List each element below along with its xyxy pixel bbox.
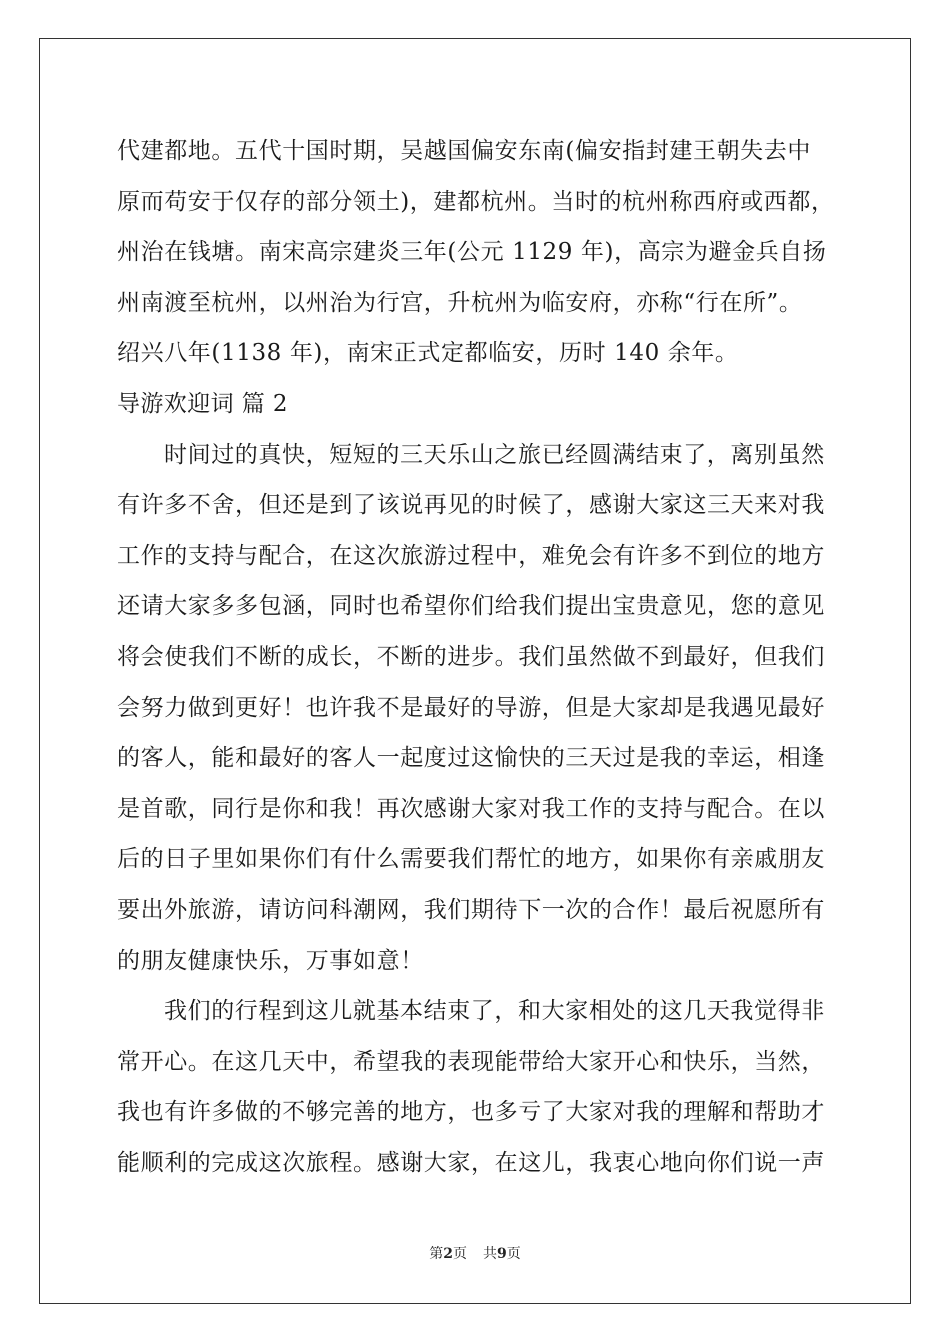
page-prefix: 第 — [429, 1246, 444, 1262]
text-line: 原而苟安于仅存的部分领土)，建都杭州。当时的杭州称西府或西都， — [117, 188, 835, 215]
text-line: 的客人，能和最好的客人一起度过这愉快的三天过是我的幸运，相逢 — [117, 745, 825, 772]
text-line: 能顺利的完成这次旅程。感谢大家，在这儿，我衷心地向你们说一声 — [117, 1149, 825, 1176]
text-line: 还请大家多多包涵，同时也希望你们给我们提出宝贵意见，您的意见 — [117, 593, 825, 620]
text-line: 是首歌，同行是你和我！再次感谢大家对我工作的支持与配合。在以 — [117, 795, 825, 822]
text-line: 代建都地。五代十国时期，吴越国偏安东南(偏安指封建王朝失去中 — [117, 138, 811, 164]
text-line: 绍兴八年(1138 年)，南宋正式定都临安，历时 140 余年。 — [117, 340, 739, 367]
section-heading: 导游欢迎词 篇 2 — [117, 390, 288, 417]
page-footer — [0, 1244, 950, 1264]
document-body — [117, 126, 837, 1188]
text-line: 我也有许多做的不够完善的地方，也多亏了大家对我的理解和帮助才 — [117, 1099, 825, 1126]
text-line: 的朋友健康快乐，万事如意！ — [117, 947, 424, 974]
total-pages: 9 — [497, 1246, 507, 1262]
page-suffix: 页 — [453, 1246, 467, 1262]
paragraph-first-line: 时间过的真快，短短的三天乐山之旅已经圆满结束了，离别虽然 — [164, 441, 825, 468]
text-line: 州治在钱塘。南宋高宗建炎三年(公元 1129 年)，高宗为避金兵自扬 — [117, 239, 827, 266]
text-line: 工作的支持与配合，在这次旅游过程中，难免会有许多不到位的地方 — [117, 542, 825, 569]
paragraph-first-line: 我们的行程到这儿就基本结束了，和大家相处的这几天我觉得非 — [164, 998, 825, 1025]
text-line: 会努力做到更好！也许我不是最好的导游，但是大家却是我遇见最好 — [117, 694, 825, 721]
text-line: 常开心。在这几天中，希望我的表现能带给大家开心和快乐，当然， — [117, 1048, 825, 1075]
total-prefix: 共 — [483, 1246, 497, 1262]
text-line: 后的日子里如果你们有什么需要我们帮忙的地方，如果你有亲戚朋友 — [117, 846, 825, 873]
text-line: 有许多不舍，但还是到了该说再见的时候了，感谢大家这三天来对我 — [117, 492, 825, 519]
page-number: 2 — [443, 1246, 453, 1262]
text-line: 将会使我们不断的成长，不断的进步。我们虽然做不到最好，但我们 — [117, 643, 825, 670]
text-line: 州南渡至杭州，以州治为行宫，升杭州为临安府，亦称“行在所”。 — [117, 289, 803, 316]
text-line: 要出外旅游，请访问科潮网，我们期待下一次的合作！最后祝愿所有 — [117, 896, 825, 923]
total-suffix: 页 — [506, 1246, 521, 1262]
